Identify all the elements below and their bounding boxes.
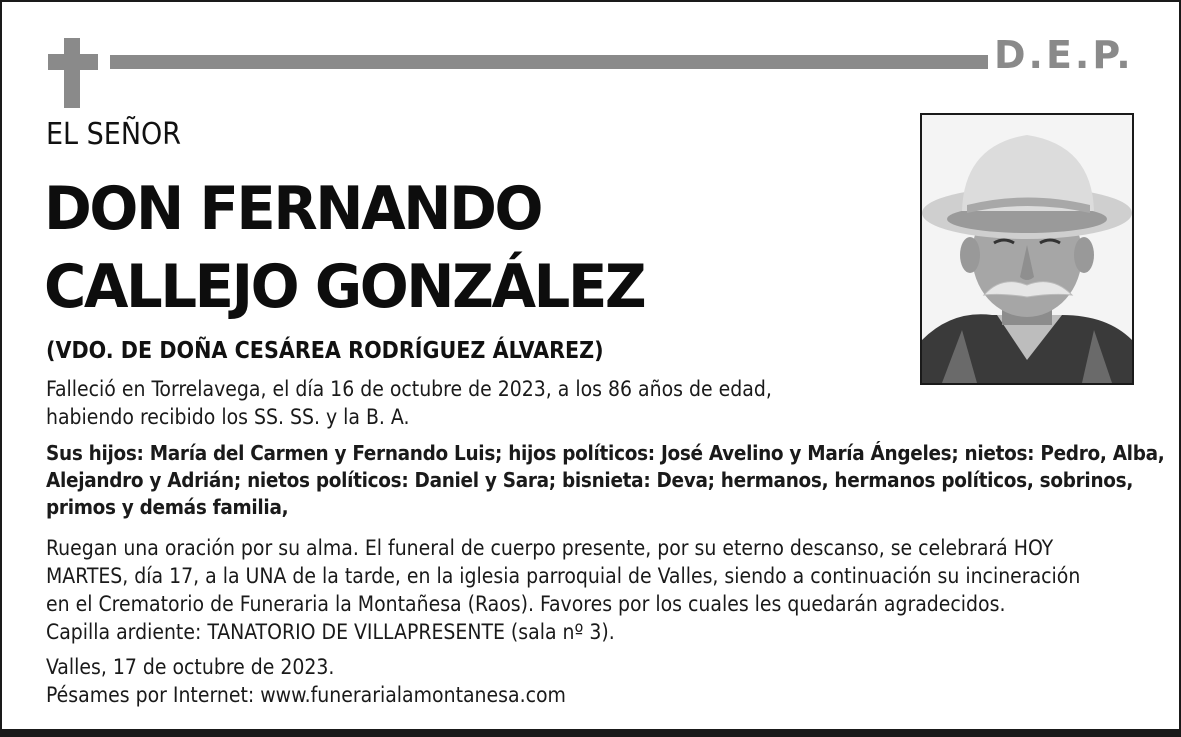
- chapel-line: Capilla ardiente: TANATORIO DE VILLAPRESENTE (sala nº 3).: [46, 620, 615, 644]
- place-date: Valles, 17 de octubre de 2023.: [46, 655, 335, 679]
- death-line: habiendo recibido los SS. SS. y la B. A.: [46, 405, 410, 429]
- funeral-paragraph: [46, 534, 1080, 646]
- bottom-border-bar: [0, 729, 1181, 737]
- family-paragraph: [46, 440, 1164, 521]
- header-rule: [110, 55, 988, 69]
- funeral-line: en el Crematorio de Funeraria la Montañesa (Raos). Favores por los cuales les quedarán agradecidos.: [46, 592, 1006, 616]
- portrait-photo: [920, 113, 1134, 385]
- funeral-line: Ruegan una oración por su alma. El funeral de cuerpo presente, por su eterno descanso, se celebrará HOY: [46, 536, 1054, 560]
- deceased-name-line2: CALLEJO GONZÁLEZ: [44, 252, 645, 322]
- honorific-title: EL SEÑOR: [46, 117, 182, 152]
- death-line: Falleció en Torrelavega, el día 16 de octubre de 2023, a los 86 años de edad,: [46, 377, 772, 401]
- widower-of: (VDO. DE DOÑA CESÁREA RODRÍGUEZ ÁLVAREZ): [46, 338, 604, 364]
- cross-vertical-bar: [64, 38, 80, 108]
- death-paragraph: [46, 375, 772, 431]
- family-line: Sus hijos: María del Carmen y Fernando Luis; hijos políticos: José Avelino y María Ángeles; nietos: Pedro, Alba,: [46, 441, 1165, 465]
- cross-horizontal-bar: [48, 54, 98, 70]
- deceased-name: [44, 170, 644, 326]
- family-line: primos y demás familia,: [46, 495, 289, 519]
- footer-paragraph: [46, 653, 566, 709]
- family-line: Alejandro y Adrián; nietos políticos: Daniel y Sara; bisnieta: Deva; hermanos, hermanos políticos, sobrinos,: [46, 468, 1134, 492]
- condolences-link[interactable]: Pésames por Internet: www.funerarialamontanesa.com: [46, 683, 566, 707]
- dep-abbreviation: D.E.P.: [994, 33, 1134, 77]
- deceased-name-line1: DON FERNANDO: [44, 174, 542, 244]
- funeral-line: MARTES, día 17, a la UNA de la tarde, en la iglesia parroquial de Valles, siendo a continuación su incineración: [46, 564, 1081, 588]
